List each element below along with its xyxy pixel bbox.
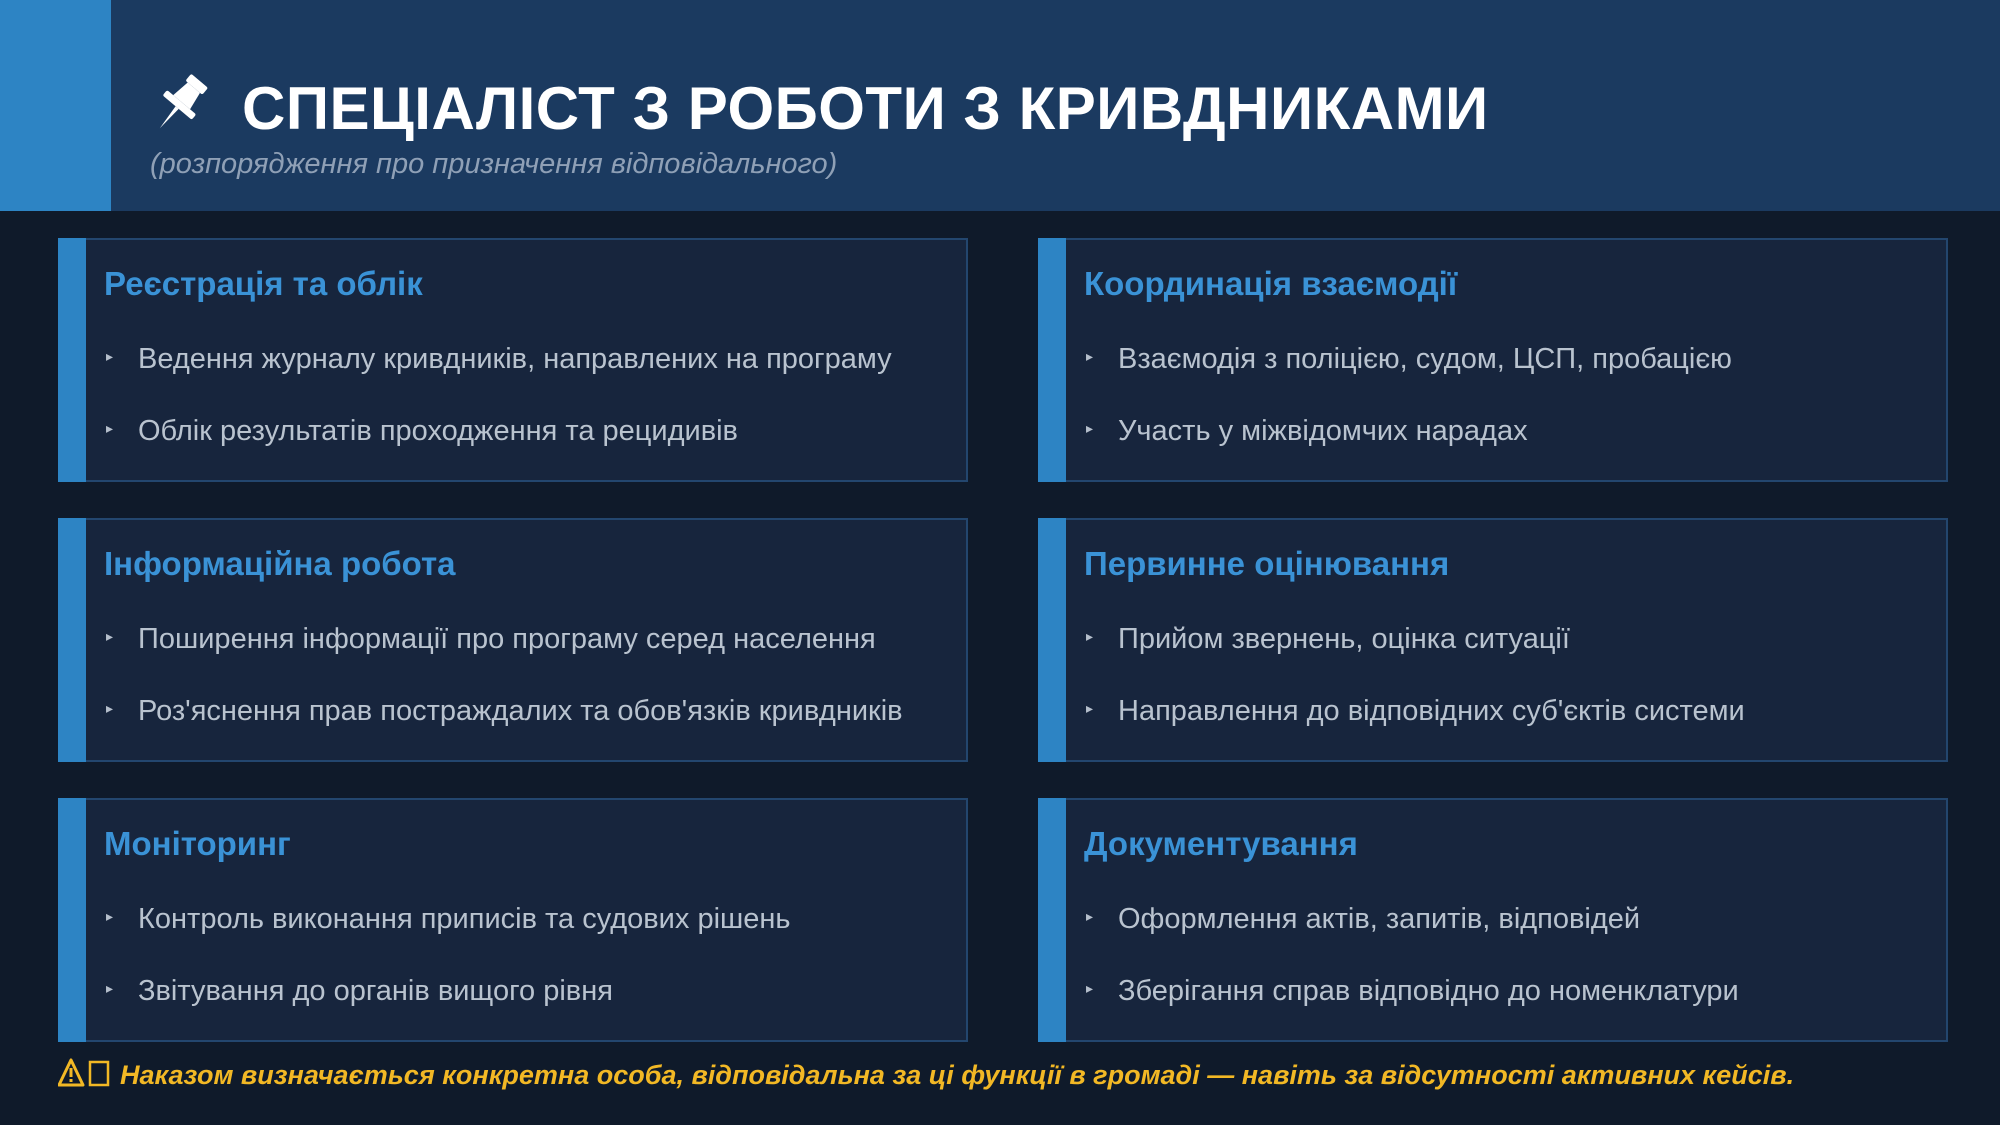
- card-list-item: ▸ Облік результатів проходження та рецидивів: [106, 415, 738, 447]
- triangle-bullet-icon: ▸: [106, 348, 114, 364]
- triangle-bullet-icon: ▸: [1086, 348, 1094, 364]
- card-accent-bar: [1038, 518, 1066, 762]
- triangle-bullet-icon: ▸: [1086, 628, 1094, 644]
- triangle-bullet-icon: ▸: [1086, 908, 1094, 924]
- triangle-bullet-icon: ▸: [106, 700, 114, 716]
- card-title: Моніторинг: [104, 825, 291, 862]
- card-title: Інформаційна робота: [104, 545, 456, 582]
- card-list-item: ▸ Звітування до органів вищого рівня: [106, 975, 613, 1007]
- card-accent-bar: [1038, 238, 1066, 482]
- card-title: Реєстрація та облік: [104, 265, 423, 302]
- card-list-item: ▸ Прийом звернень, оцінка ситуації: [1086, 623, 1570, 655]
- header-banner: [0, 0, 2000, 211]
- card-accent-bar: [58, 238, 86, 482]
- page-title: СПЕЦІАЛІСТ З РОБОТИ З КРИВДНИКАМИ: [242, 75, 1489, 142]
- card-list-item: ▸ Ведення журналу кривдників, направлених на програму: [106, 343, 892, 375]
- card-title: Первинне оцінювання: [1084, 545, 1450, 582]
- triangle-bullet-icon: ▸: [1086, 420, 1094, 436]
- card-list-item: ▸ Поширення інформації про програму серед населення: [106, 623, 876, 655]
- card-list-item: ▸ Контроль виконання приписів та судових рішень: [106, 903, 791, 935]
- card-coordination: [1038, 238, 1948, 482]
- card-list-item: ▸ Участь у міжвідомчих нарадах: [1086, 415, 1528, 447]
- header-accent-bar: [0, 0, 111, 211]
- card-assessment: [1038, 518, 1948, 762]
- card-title: Координація взаємодії: [1084, 265, 1458, 302]
- card-accent-bar: [58, 518, 86, 762]
- card-list-item: ▸ Взаємодія з поліцією, судом, ЦСП, пробацією: [1086, 343, 1732, 375]
- footnote-text: Наказом визначається конкретна особа, відповідальна за ці функції в громаді — навіть за відсутності активних кейсів.: [120, 1060, 1795, 1090]
- triangle-bullet-icon: ▸: [1086, 980, 1094, 996]
- card-title: Документування: [1084, 825, 1358, 862]
- card-list-item: ▸ Роз'яснення прав постраждалих та обов'язків кривдників: [106, 695, 903, 727]
- triangle-bullet-icon: ▸: [106, 908, 114, 924]
- card-documentation: [1038, 798, 1948, 1042]
- card-list-item: ▸ Зберігання справ відповідно до номенклатури: [1086, 975, 1739, 1007]
- triangle-bullet-icon: ▸: [106, 628, 114, 644]
- triangle-bullet-icon: ▸: [106, 980, 114, 996]
- card-information: [58, 518, 968, 762]
- triangle-bullet-icon: ▸: [106, 420, 114, 436]
- triangle-bullet-icon: ▸: [1086, 700, 1094, 716]
- page-subtitle: (розпорядження про призначення відповідального): [150, 148, 838, 180]
- card-registration: [58, 238, 968, 482]
- footnote: [58, 1058, 1794, 1091]
- card-accent-bar: [58, 798, 86, 1042]
- card-list-item: ▸ Оформлення актів, запитів, відповідей: [1086, 903, 1641, 935]
- warning-icon: [58, 1058, 112, 1088]
- pushpin-icon: [148, 68, 214, 138]
- card-monitoring: [58, 798, 968, 1042]
- card-accent-bar: [1038, 798, 1066, 1042]
- card-list-item: ▸ Направлення до відповідних суб'єктів системи: [1086, 695, 1745, 727]
